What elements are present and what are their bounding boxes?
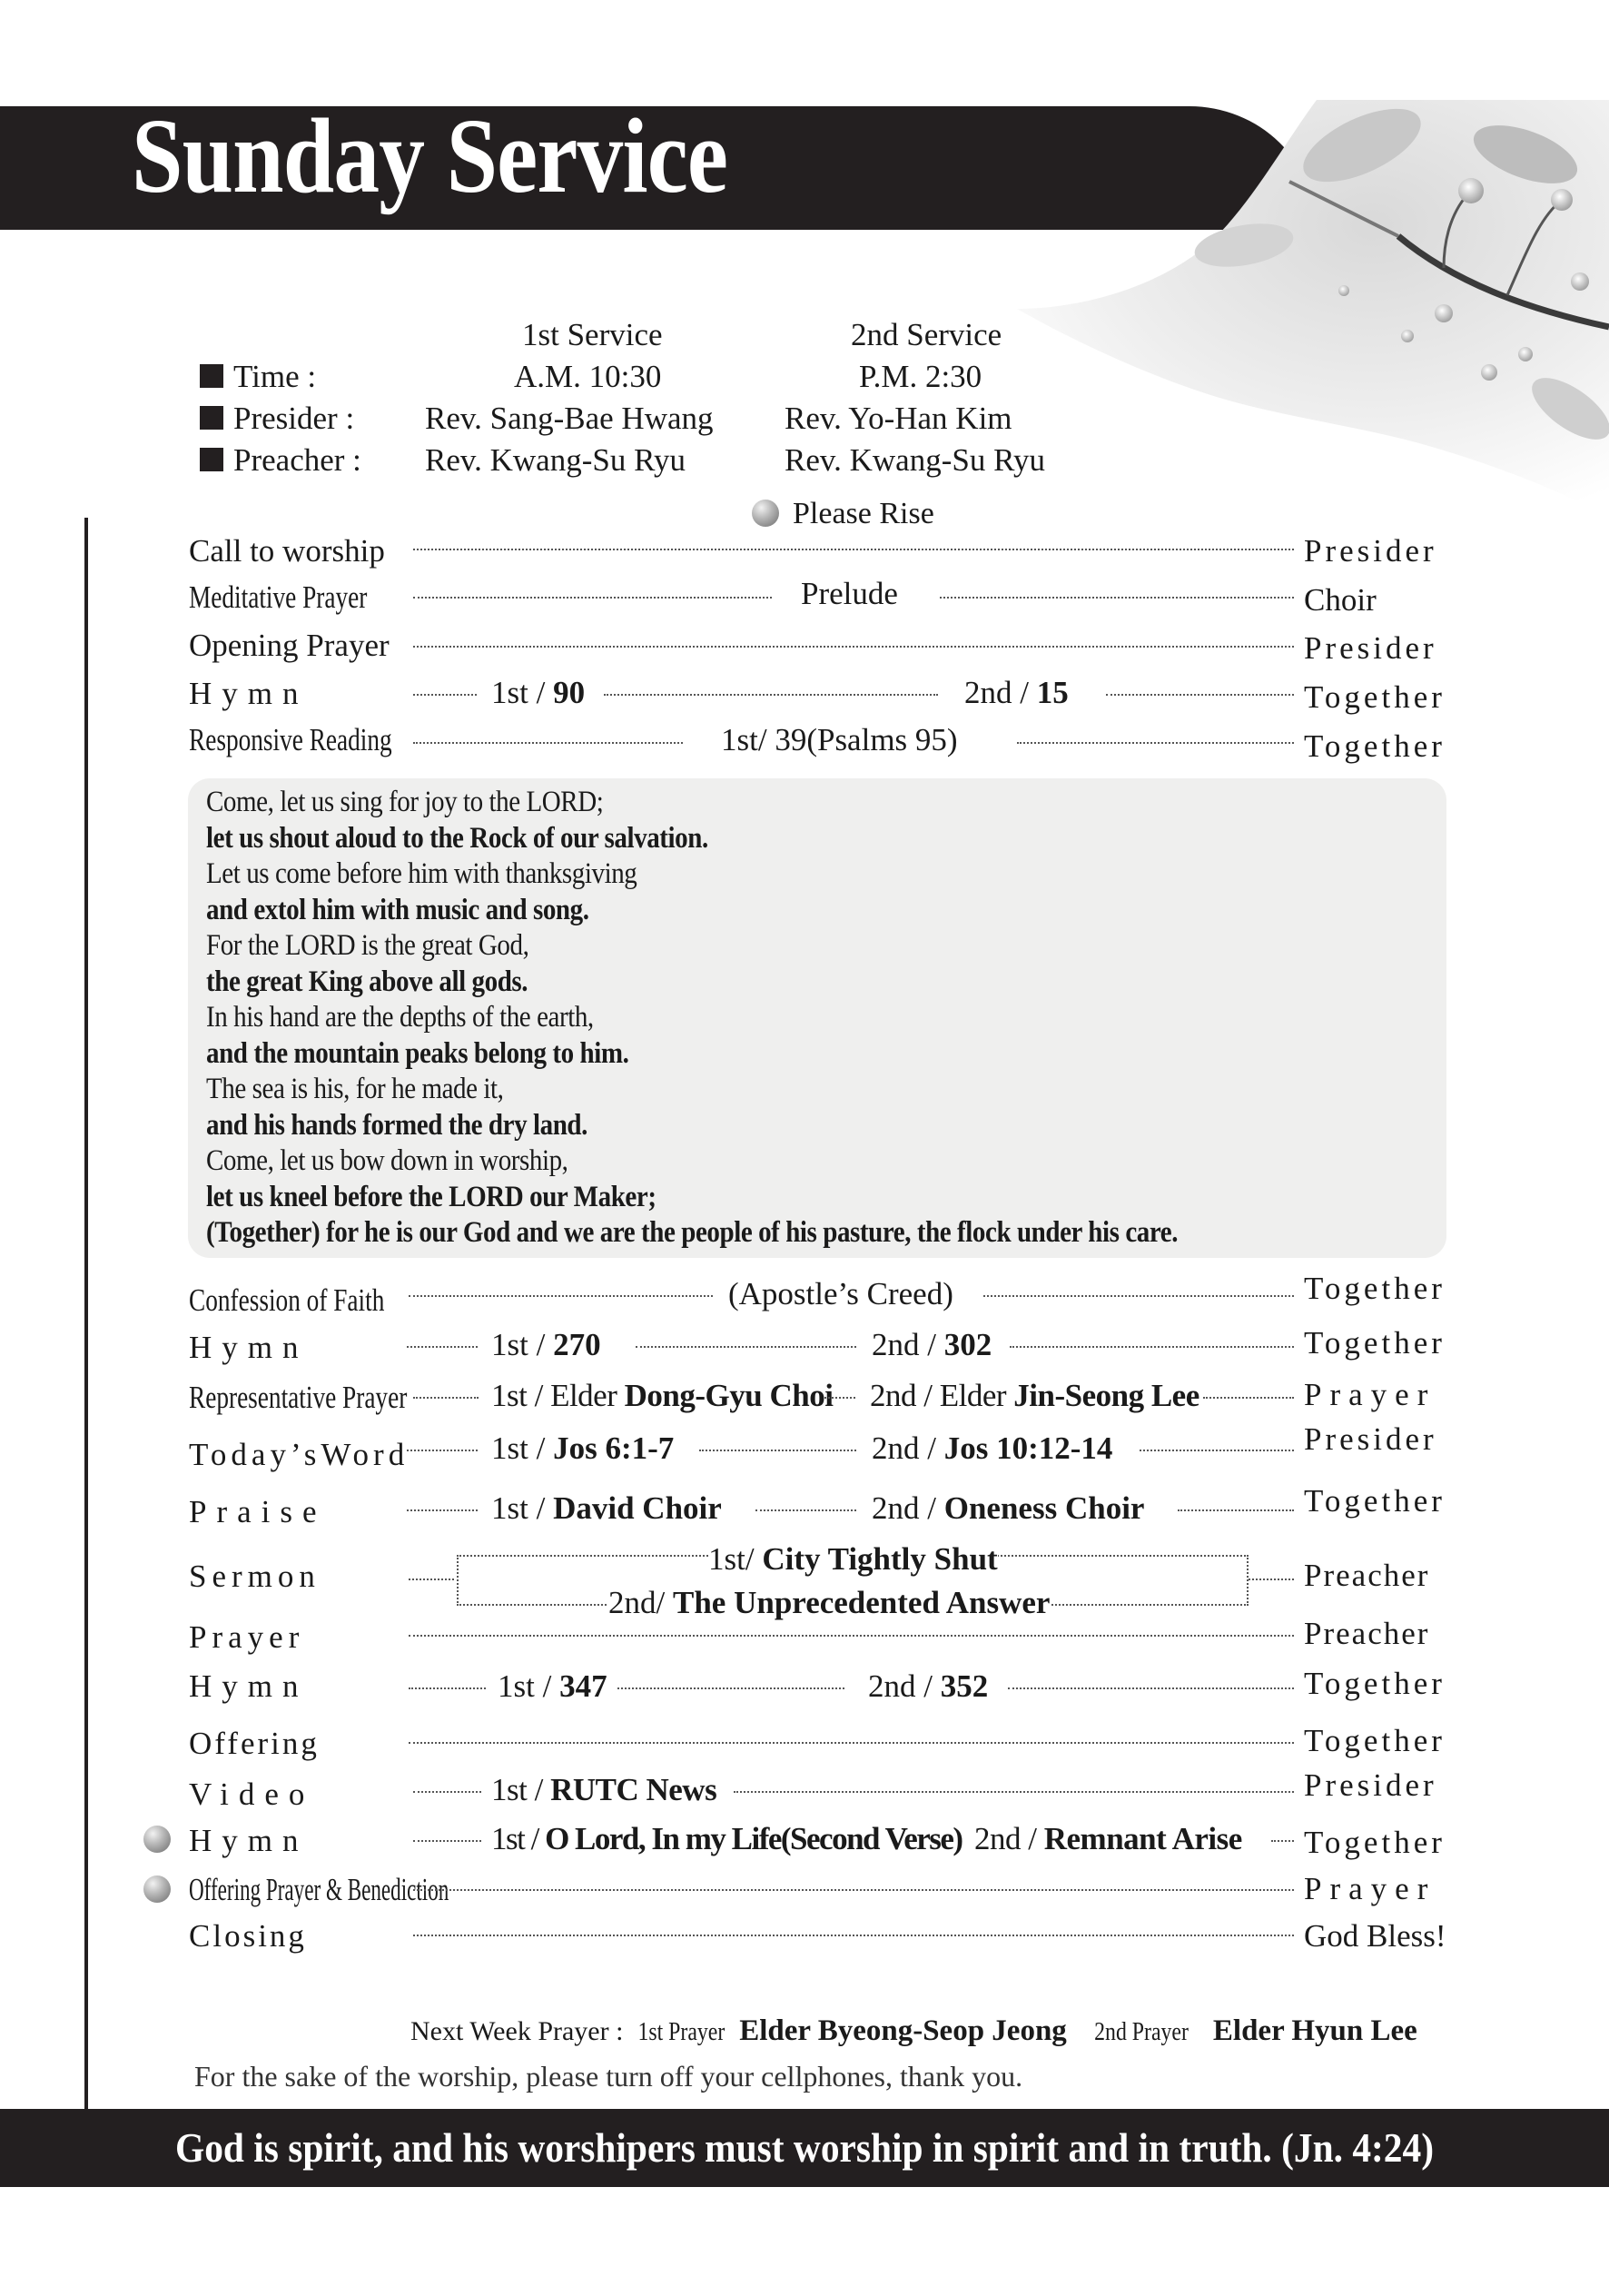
leader-dots xyxy=(940,597,1294,599)
bullet-square-icon xyxy=(200,448,223,471)
leader-dots xyxy=(413,597,772,599)
program-second-hymn-4: 2nd / Remnant Arise xyxy=(974,1821,1242,1856)
program-role-hymn-3: Together xyxy=(1304,1666,1446,1701)
leader-dots xyxy=(699,1450,856,1451)
leader-dots xyxy=(407,1509,478,1511)
program-first-hymn-2: 1st / 270 xyxy=(491,1327,601,1362)
program-center-responsive: 1st/ 39(Psalms 95) xyxy=(721,722,958,757)
program-label-word: Today’sWord xyxy=(189,1437,410,1472)
reading-line: For the LORD is the great God, xyxy=(206,929,529,962)
left-vertical-rule xyxy=(84,518,88,2109)
program-role-hymn-2: Together xyxy=(1304,1325,1446,1361)
program-label-responsive: Responsive Reading xyxy=(189,722,392,757)
next-week-first-label: 1st Prayer xyxy=(637,2018,726,2046)
please-rise-bullet-icon xyxy=(752,500,779,527)
service-col2-title: 2nd Service xyxy=(851,317,1002,352)
service-time-second: P.M. 2:30 xyxy=(859,359,982,394)
leader-dots xyxy=(734,1791,1294,1793)
reading-line: let us shout aloud to the Rock of our salvation. xyxy=(206,822,708,855)
service-time-label: Time : xyxy=(233,359,317,394)
next-week-prayer xyxy=(410,2016,1417,2046)
service-preacher-second: Rev. Kwang-Su Ryu xyxy=(785,442,1046,478)
leader-dots xyxy=(1203,1397,1294,1399)
program-second-word: 2nd / Jos 10:12-14 xyxy=(872,1430,1113,1466)
program-first-praise: 1st / David Choir xyxy=(491,1490,722,1526)
leader-dots xyxy=(413,1397,479,1399)
program-label-opening: Opening Prayer xyxy=(189,628,390,663)
program-center-meditative: Prelude xyxy=(801,576,898,611)
program-label-prayer: Prayer xyxy=(189,1619,305,1655)
footer-verse: God is spirit, and his worshipers must worship in spirit and in truth. (Jn. 4:24) xyxy=(174,2124,1434,2171)
leader-dots xyxy=(413,1889,1294,1891)
next-week-second-label: 2nd Prayer xyxy=(1094,2018,1189,2046)
program-role-closing: God Bless! xyxy=(1304,1918,1446,1954)
program-label-hymn-2: Hymn xyxy=(189,1330,309,1365)
reading-line: and the mountain peaks belong to him. xyxy=(206,1037,629,1070)
bullet-square-icon xyxy=(200,406,223,430)
program-label-benediction: Offering Prayer & Benediction xyxy=(189,1872,449,1907)
program-label-confession: Confession of Faith xyxy=(189,1282,385,1318)
program-label-hymn-1: Hymn xyxy=(189,676,309,711)
stand-bullet-icon xyxy=(143,1875,171,1903)
leader-dots xyxy=(1140,1450,1294,1451)
reading-line: Come, let us sing for joy to the LORD; xyxy=(206,786,604,818)
program-second-rep-prayer: 2nd / Elder Jin-Seong Lee xyxy=(870,1378,1199,1413)
program-second-hymn-3: 2nd / 352 xyxy=(868,1668,989,1704)
service-presider-first: Rev. Sang-Bae Hwang xyxy=(425,401,714,436)
reading-line: the great King above all gods. xyxy=(206,965,528,998)
program-first-word: 1st / Jos 6:1-7 xyxy=(491,1430,675,1466)
leader-dots xyxy=(604,694,938,696)
next-week-first-name: Elder Byeong-Seop Jeong xyxy=(739,2014,1067,2047)
program-role-call: Presider xyxy=(1304,533,1437,569)
program-role-opening: Presider xyxy=(1304,630,1437,666)
next-week-label: Next Week Prayer : xyxy=(410,2016,630,2046)
program-label-hymn-4: Hymn xyxy=(189,1823,309,1858)
leader-dots xyxy=(1178,1509,1294,1511)
program-role-rep-prayer: Prayer xyxy=(1304,1377,1436,1412)
program-first-hymn-4: 1st / O Lord, In my Life(Second Verse) xyxy=(491,1821,962,1856)
program-label-rep-prayer: Representative Prayer xyxy=(189,1380,408,1415)
program-first-sermon: 1st/ City Tightly Shut xyxy=(708,1541,998,1577)
reading-line: and his hands formed the dry land. xyxy=(206,1109,587,1142)
program-first-video: 1st / RUTC News xyxy=(491,1772,717,1807)
leader-dots xyxy=(636,1346,856,1348)
program-label-closing: Closing xyxy=(189,1918,307,1954)
leader-dots xyxy=(413,549,1294,550)
program-second-praise: 2nd / Oneness Choir xyxy=(872,1490,1145,1526)
program-role-meditative: Choir xyxy=(1304,582,1377,618)
leader-dots xyxy=(755,1509,856,1511)
program-role-video: Presider xyxy=(1304,1767,1437,1803)
program-label-call: Call to worship xyxy=(189,533,385,569)
leader-dots xyxy=(413,742,683,744)
program-role-hymn-1: Together xyxy=(1304,679,1446,715)
leader-dots xyxy=(1271,1840,1294,1842)
program-first-rep-prayer: 1st / Elder Dong-Gyu Choi xyxy=(491,1378,834,1413)
leader-dots xyxy=(409,1295,713,1297)
reading-line: The sea is his, for he made it, xyxy=(206,1073,504,1105)
service-col1-title: 1st Service xyxy=(522,317,663,352)
leader-dots xyxy=(1106,694,1294,696)
program-first-hymn-3: 1st / 347 xyxy=(498,1668,607,1704)
service-time-first: A.M. 10:30 xyxy=(514,359,662,394)
program-second-hymn-2: 2nd / 302 xyxy=(872,1327,992,1362)
page-title: Sunday Service xyxy=(132,96,728,215)
bullet-square-icon xyxy=(200,364,223,388)
program-role-offering: Together xyxy=(1304,1723,1446,1758)
leader-dots xyxy=(1008,1687,1294,1689)
program-label-sermon: Sermon xyxy=(189,1559,321,1594)
program-role-word: Presider xyxy=(1304,1421,1437,1457)
program-label-meditative: Meditative Prayer xyxy=(189,579,368,615)
program-center-confession: (Apostle’s Creed) xyxy=(728,1276,953,1311)
reading-line: let us kneel before the LORD our Maker; xyxy=(206,1181,656,1213)
program-role-sermon: Preacher xyxy=(1304,1558,1430,1593)
program-label-offering: Offering xyxy=(189,1726,320,1761)
leader-dots xyxy=(407,1450,478,1451)
leader-dots xyxy=(409,1578,454,1580)
service-presider-label: Presider : xyxy=(233,401,355,436)
program-second-sermon: 2nd/ The Unprecedented Answer xyxy=(608,1585,1051,1620)
program-role-responsive: Together xyxy=(1304,728,1446,764)
program-role-praise: Together xyxy=(1304,1483,1446,1519)
leader-dots xyxy=(1010,1346,1294,1348)
reading-line: Let us come before him with thanksgiving xyxy=(206,857,637,890)
leader-dots xyxy=(1249,1578,1294,1580)
service-preacher-label: Preacher : xyxy=(233,442,361,478)
leader-dots xyxy=(409,1742,1294,1744)
service-presider-second: Rev. Yo-Han Kim xyxy=(785,401,1012,436)
reading-line: and extol him with music and song. xyxy=(206,894,589,926)
leader-dots xyxy=(413,1840,481,1842)
program-second-hymn-1: 2nd / 15 xyxy=(964,675,1069,710)
leader-dots xyxy=(413,694,477,696)
leader-dots xyxy=(617,1687,844,1689)
leader-dots xyxy=(413,1791,481,1793)
leader-dots xyxy=(983,1295,1294,1297)
reading-line: (Together) for he is our God and we are the people of his pasture, the flock under his care. xyxy=(206,1216,1179,1249)
next-week-second-name: Elder Hyun Lee xyxy=(1212,2014,1417,2047)
leader-dots xyxy=(409,1635,1294,1637)
program-label-hymn-3: Hymn xyxy=(189,1668,309,1704)
leader-dots xyxy=(413,1935,1294,1936)
please-rise-text: Please Rise xyxy=(793,497,934,530)
cellphone-note: For the sake of the worship, please turn off your cellphones, thank you. xyxy=(194,2060,1023,2093)
program-role-confession: Together xyxy=(1304,1271,1446,1306)
leader-dots xyxy=(409,1687,486,1689)
service-preacher-first: Rev. Kwang-Su Ryu xyxy=(425,442,686,478)
reading-line: Come, let us bow down in worship, xyxy=(206,1144,568,1177)
reading-line: In his hand are the depths of the earth, xyxy=(206,1001,594,1034)
leader-dots xyxy=(1017,742,1294,744)
program-role-hymn-4: Together xyxy=(1304,1825,1446,1860)
leader-dots xyxy=(413,646,1294,648)
program-role-prayer: Preacher xyxy=(1304,1616,1430,1651)
leader-dots xyxy=(824,1397,855,1399)
flower-photo-image xyxy=(1017,100,1609,518)
program-first-hymn-1: 1st / 90 xyxy=(491,675,586,710)
stand-bullet-icon xyxy=(143,1826,171,1853)
program-label-praise: Praise xyxy=(189,1494,327,1529)
leader-dots xyxy=(407,1346,478,1348)
program-role-benediction: Prayer xyxy=(1304,1871,1436,1906)
program-label-video: Video xyxy=(189,1776,315,1812)
